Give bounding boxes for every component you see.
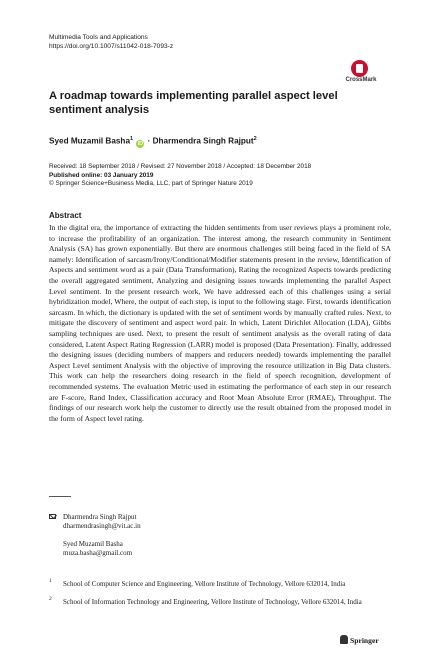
author-list xyxy=(49,136,257,148)
affiliation-number: 1 xyxy=(49,578,52,584)
journal-name: Multimedia Tools and Applications xyxy=(49,34,148,41)
abstract-heading: Abstract xyxy=(49,211,82,220)
article-history xyxy=(49,163,311,189)
affiliation-1 xyxy=(49,580,393,589)
contact-name: Dharmendra Singh Rajput xyxy=(63,513,137,521)
author-name[interactable]: Syed Muzamil Basha xyxy=(49,136,130,146)
paper-title: A roadmap towards implementing parallel aspect level sentiment analysis xyxy=(49,90,338,116)
author-separator: · xyxy=(147,136,151,146)
contact-name: Syed Muzamil Basha xyxy=(63,539,123,548)
contact-info xyxy=(49,513,141,559)
footnote-divider xyxy=(49,496,71,497)
doi-link[interactable]: https://doi.org/10.1007/s11042-018-7093-z xyxy=(49,43,174,50)
author-name[interactable]: Dharmendra Singh Rajput xyxy=(152,136,254,146)
history-dates: Received: 18 September 2018 / Revised: 27 November 2018 / Accepted: 18 December 2018 xyxy=(49,163,312,170)
crossmark-label: CrossMark xyxy=(345,77,377,83)
affiliation-2 xyxy=(49,598,393,607)
publisher-logo xyxy=(340,635,379,645)
contact-email[interactable]: muza.basha@gmail.com xyxy=(63,549,133,558)
affiliation-text: School of Information Technology and Engineering, Vellore Institute of Technology, Vellore 632014, India xyxy=(63,598,362,606)
publisher-name: Springer xyxy=(350,636,379,645)
published-online: Published online: 03 January 2019 xyxy=(49,171,154,179)
envelope-icon xyxy=(49,514,56,519)
copyright-line: © Springer Science+Business Media, LLC, part of Springer Nature 2019 xyxy=(49,180,253,188)
springer-knight-icon xyxy=(340,635,348,644)
affiliation-marker: 2 xyxy=(253,136,257,142)
contact-entry xyxy=(63,513,141,559)
affiliation-number: 2 xyxy=(49,596,52,602)
crossmark-badge[interactable] xyxy=(336,60,386,86)
crossmark-bookmark-icon xyxy=(356,64,363,73)
abstract-text: In the digital era, the importance of extracting the hidden sentiments from user reviews plays a prominent role, to increase the profitability of an organization. The interest among, the research community in Sentiment Analysis (SA) has grown exponentially. But there are enormous challenges still being faced in the field of SA namely: Identification of sarcasm/Irony/Conditional/Modifier statements present in the review, Identification of Aspects and sentiment word as a pair (Data Transformation), Rating the recognized Aspects towards predicting the overall aggregated sentiment, Analyzing and designing issues towards implementing the parallel Aspect Level sentiment. In the present research work, We have addressed each of this challenges using a serial hybridization model, Where, the output of each step, is input to the following stage. First, towards identification sarcasm. In which, the dictionary is updated with the set of sentiment words by manually crafted rules. Next, to mitigate the discovery of sentiment and aspect word pair. In which, Latent Dirichlet Allocation (LDA), Gibbs sampling techniques are used. Next, to present the result of sentiment analysis as the overall rating of data considered, Latent Aspect Rating Regression (LARR) model is proposed (Data Presentation). Finally, addressed the designing issues (deciding numbers of mappers and reducers needed) towards implementing the parallel Aspect Level sentiment Analysis with the objective of improving the resource utilization in Big Data clusters. This work can help the researchers doing research in the field of speech recognition, development of recommended systems. The evaluation Metric used in estimating the performance of each step in our research are F-score, Rand Index, Classification accuracy and Root Mean Absolute Error (RMAE), Throughput. The findings of our research work help the customer to directly use the result obtained from the proposed model in the form of Aspect level rating. xyxy=(49,223,391,423)
contact-email[interactable]: dharmendrasingh@vit.ac.in xyxy=(63,522,141,531)
orcid-icon[interactable]: iD xyxy=(137,140,144,147)
affiliation-marker: 1 xyxy=(130,136,134,142)
journal-header xyxy=(49,33,173,51)
affiliation-text: School of Computer Science and Engineering, Vellore Institute of Technology, Vellore 632014, India xyxy=(63,580,346,588)
